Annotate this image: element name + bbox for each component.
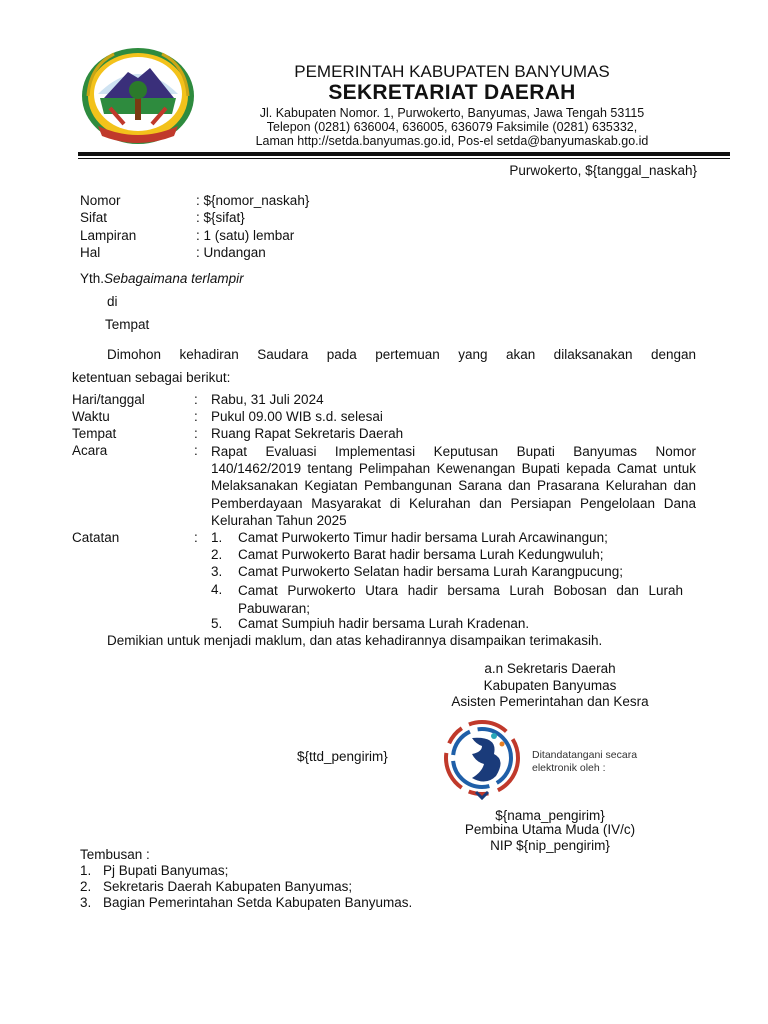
notes-colon: : (194, 530, 198, 545)
signature-title-2: Kabupaten Banyumas (483, 678, 617, 693)
recipient (80, 271, 244, 286)
note-number: 3. (211, 564, 223, 579)
detail-colon: : (194, 443, 198, 458)
detail-label: Waktu (72, 409, 110, 424)
signature-title-1: a.n Sekretaris Daerah (484, 661, 616, 676)
detail-value-agenda: Rapat Evaluasi Implementasi Keputusan Bupati Banyumas Nomor 140/1462/2019 tentang Pelimpahan Kewenangan Bupati kepada Camat untuk Melaksanakan Kegiatan Pembangunan Sarana dan Prasarana Kelurahan dan Pemberdayaan Masyarakat di Kelurahan dan Persiapan Pengelolaan Dana Kelurahan Tahun 2025 (211, 444, 696, 528)
meta-value: : ${nomor_naskah} (196, 193, 310, 208)
meta-label: Lampiran (80, 228, 137, 243)
office-web: Laman http://setda.banyumas.go.id, Pos-el setda@banyumaskab.go.id (255, 134, 649, 148)
office-name: SEKRETARIAT DAERAH (328, 81, 576, 104)
note-text: Camat Purwokerto Selatan hadir bersama Lurah Karangpucung; (238, 564, 623, 579)
note-text: Camat Purwokerto Barat hadir bersama Lurah Kedungwuluh; (238, 547, 604, 562)
signer-name: ${nama_pengirim} (495, 808, 605, 823)
note-number: 5. (211, 616, 223, 631)
e-signature-note: Ditandatangani secara elektronik oleh : (532, 749, 638, 774)
signature-placeholder: ${ttd_pengirim} (297, 749, 388, 764)
detail-label: Hari/tanggal (72, 392, 145, 407)
cc-number: 3. (80, 895, 92, 910)
cc-text: Pj Bupati Banyumas; (103, 863, 229, 878)
place-date: Purwokerto, ${tanggal_naskah} (509, 163, 697, 178)
notes-label: Catatan (72, 530, 120, 545)
detail-colon: : (194, 409, 198, 424)
signature-title-3: Asisten Pemerintahan dan Kesra (451, 694, 649, 709)
note-text: Camat Purwokerto Timur hadir bersama Lurah Arcawinangun; (238, 530, 608, 545)
detail-label: Tempat (72, 426, 117, 441)
note-text: Camat Sumpiuh hadir bersama Lurah Kradenan. (238, 616, 530, 631)
detail-value: Pukul 09.00 WIB s.d. selesai (211, 409, 383, 424)
intro-line-2: ketentuan sebagai berikut: (72, 370, 231, 385)
recipient-name: Sebagaimana terlampir (104, 271, 244, 286)
header-divider (78, 152, 730, 156)
meta-value: : Undangan (196, 245, 266, 260)
detail-value: Ruang Rapat Sekretaris Daerah (211, 426, 404, 441)
bsre-stamp-logo (442, 716, 524, 800)
cc-title: Tembusan : (80, 847, 150, 862)
detail-colon: : (194, 426, 198, 441)
cc-number: 2. (80, 879, 92, 894)
cc-number: 1. (80, 863, 92, 878)
coat-of-arms-logo (80, 46, 196, 146)
government-name: PEMERINTAH KABUPATEN BANYUMAS (294, 62, 610, 81)
detail-colon: : (194, 392, 198, 407)
meta-label: Hal (80, 245, 101, 260)
meta-value: : ${sifat} (196, 210, 245, 225)
note-number: 1. (211, 530, 223, 545)
signer-nip: NIP ${nip_pengirim} (490, 838, 610, 853)
office-address: Jl. Kabupaten Nomor. 1, Purwokerto, Banyumas, Jawa Tengah 53115 (259, 106, 645, 120)
intro-line-1: Dimohon kehadiran Saudara pada pertemuan yang akan dilaksanakan dengan (107, 347, 696, 362)
note-text: Camat Purwokerto Utara hadir bersama Lurah Bobosan dan Lurah Pabuwaran; (238, 583, 683, 616)
cc-text: Bagian Pemerintahan Setda Kabupaten Banyumas. (103, 895, 413, 910)
note-number: 4. (211, 582, 223, 597)
recipient-prefix: Yth. (80, 271, 105, 286)
recipient-place: Tempat (105, 317, 150, 332)
meta-label: Nomor (80, 193, 121, 208)
recipient-di: di (107, 294, 118, 309)
cc-text: Sekretaris Daerah Kabupaten Banyumas; (103, 879, 353, 894)
closing-sentence: Demikian untuk menjadi maklum, dan atas kehadirannya disampaikan terimakasih. (107, 633, 603, 648)
detail-label: Acara (72, 443, 108, 458)
header-divider-thin (78, 158, 730, 159)
office-phone: Telepon (0281) 636004, 636005, 636079 Faksimile (0281) 635332, (266, 120, 638, 134)
detail-value: Rabu, 31 Juli 2024 (211, 392, 324, 407)
meta-value: : 1 (satu) lembar (196, 228, 295, 243)
signer-rank: Pembina Utama Muda (IV/c) (464, 822, 636, 837)
note-number: 2. (211, 547, 223, 562)
meta-label: Sifat (80, 210, 108, 225)
